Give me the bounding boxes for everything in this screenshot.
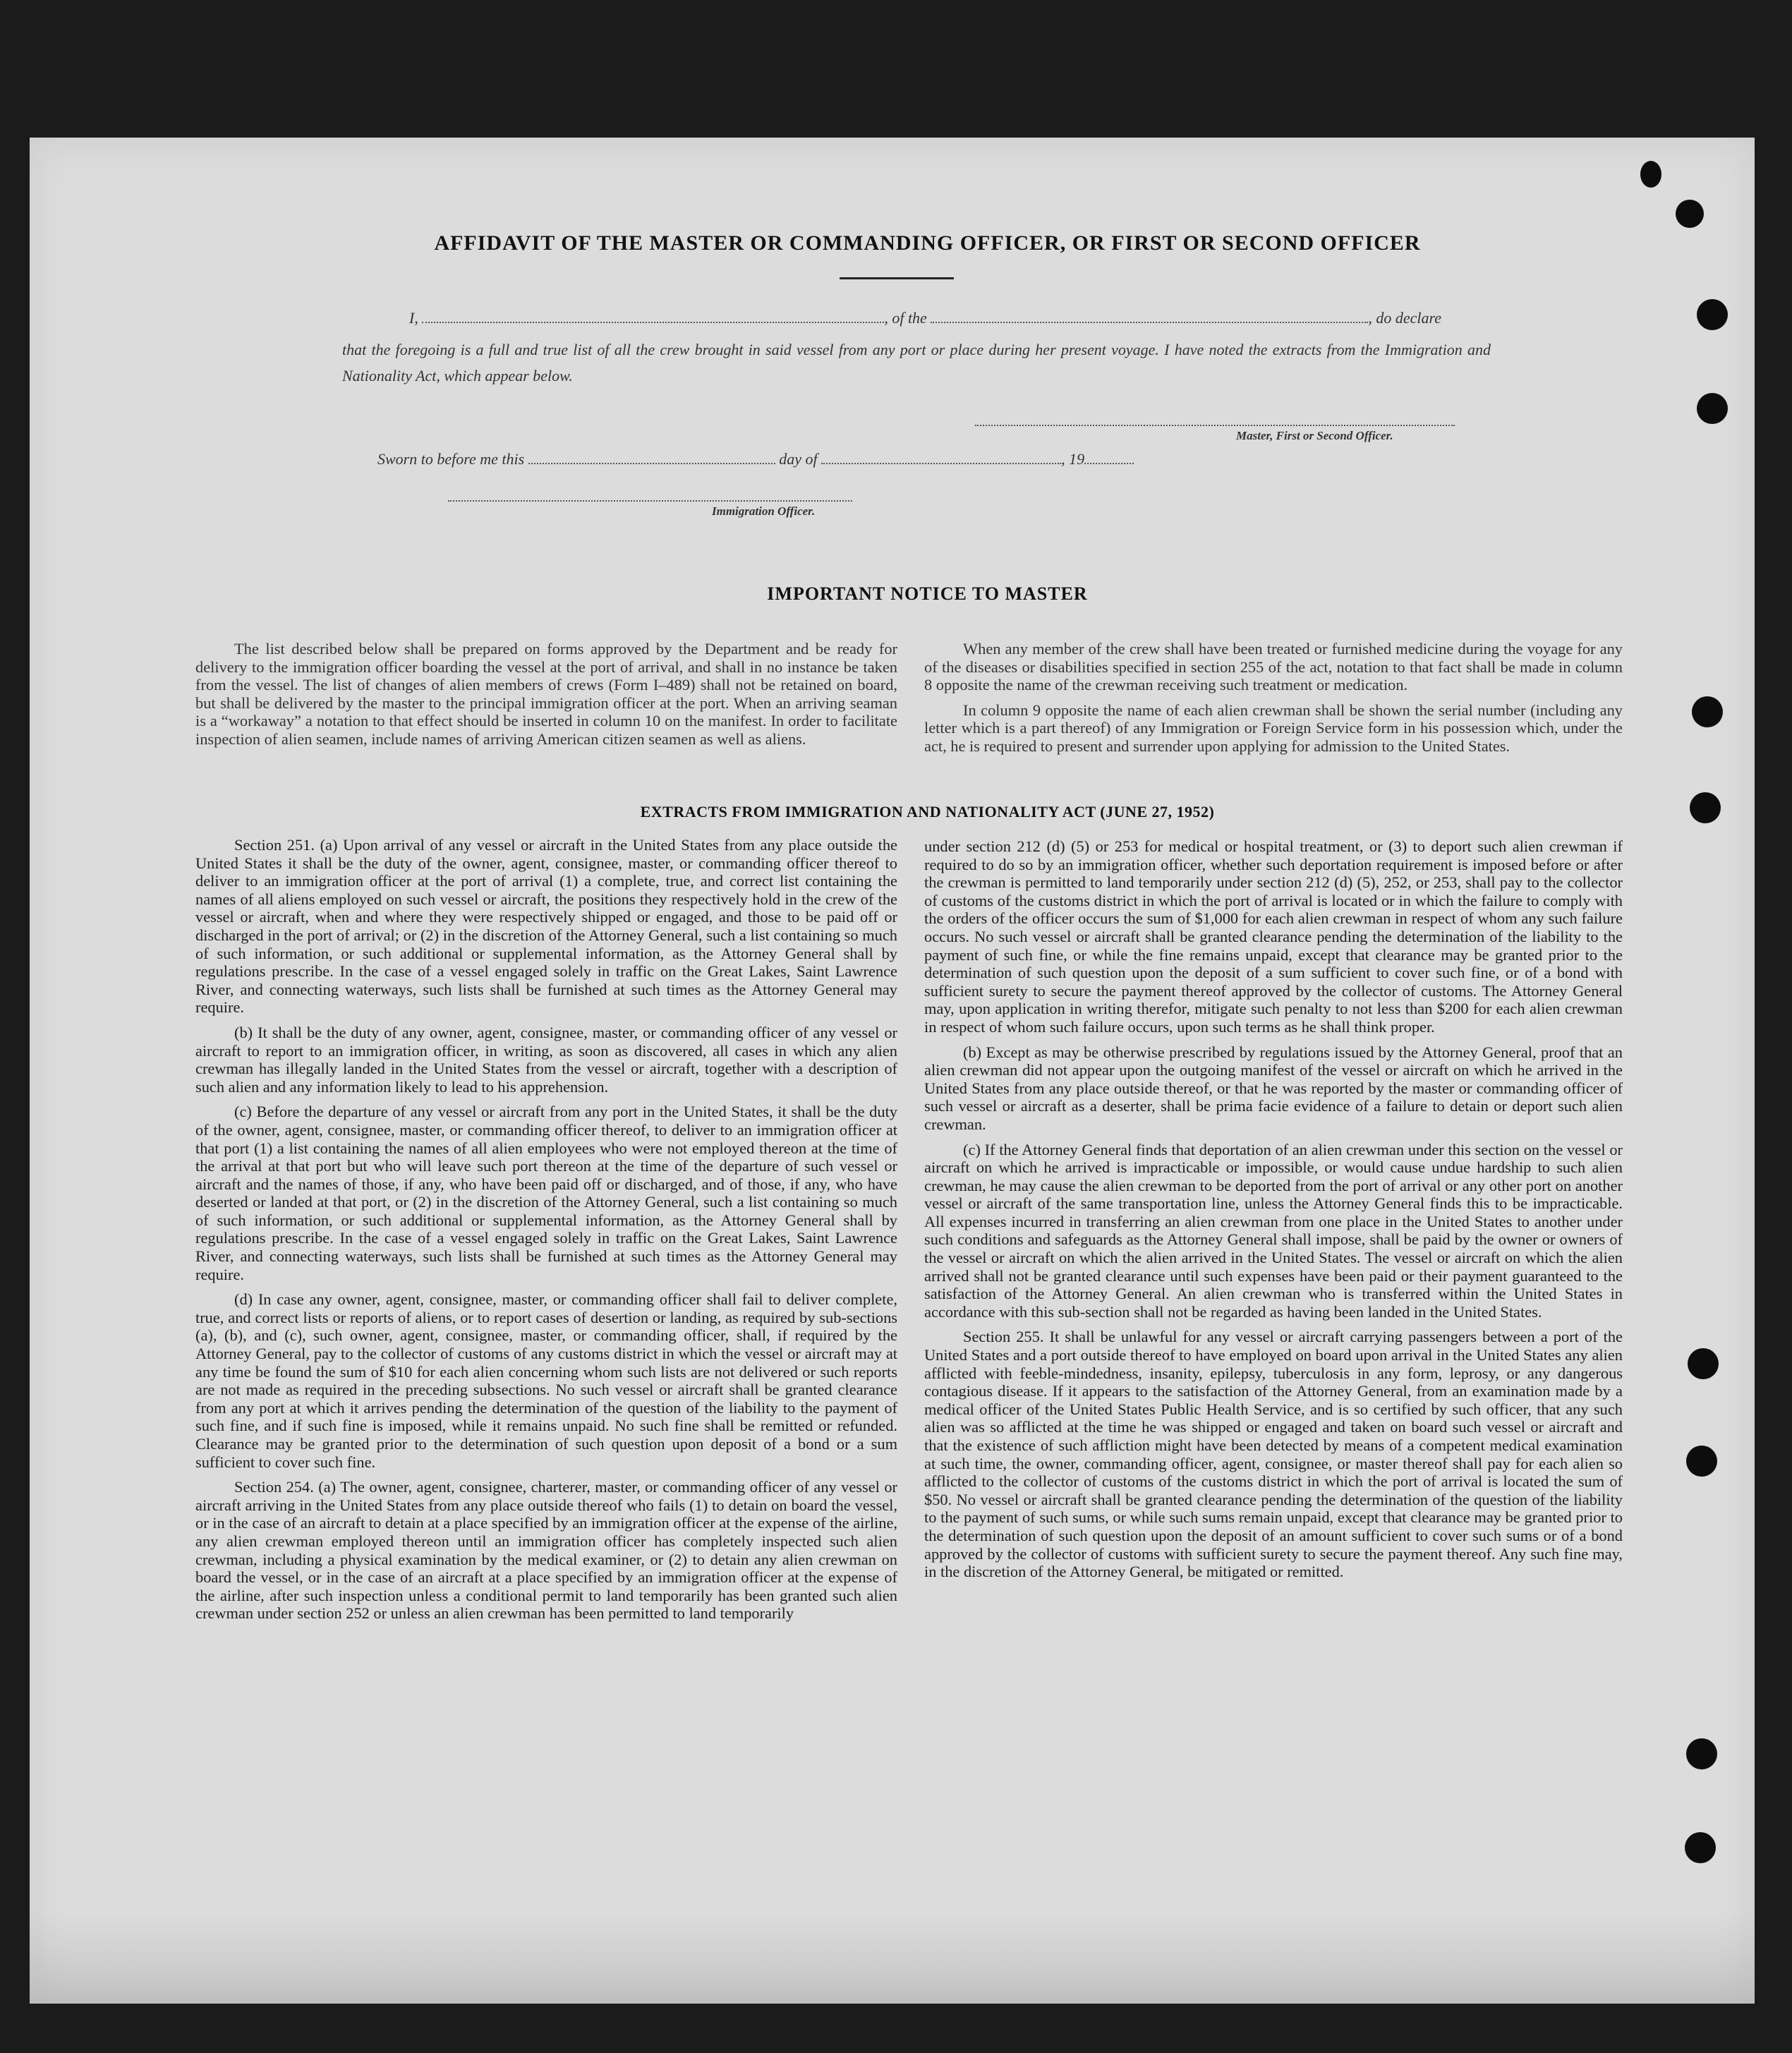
extracts-title: EXTRACTS FROM IMMIGRATION AND NATIONALITY ACT (JUNE 27, 1952): [640, 803, 1215, 820]
title-rule: [840, 277, 954, 279]
sworn-year-field[interactable]: [1084, 452, 1134, 464]
day-of-text: day of: [779, 450, 818, 468]
punch-hole: [1688, 1348, 1719, 1379]
notice-left-column: [195, 640, 897, 756]
name-field[interactable]: [422, 310, 884, 323]
punch-hole: [1690, 792, 1721, 823]
bottom-shadow: [30, 1912, 1755, 2004]
notice-right-paragraph-2: In column 9 opposite the name of each alien crewman shall be shown the serial number (including any letter which is a part thereof) of any Immigration or Foreign Service form in his possession which, under the act, he is required to present and surrender upon applying for admission to the United States.: [924, 701, 1623, 755]
master-signature-line[interactable]: [975, 425, 1455, 426]
declaration-line: [342, 309, 1491, 327]
sworn-month-field[interactable]: [821, 452, 1061, 464]
punch-hole: [1640, 161, 1661, 188]
sworn-day-field[interactable]: [528, 452, 775, 464]
punch-hole: [1685, 1832, 1716, 1863]
section-254-a-continued: under section 212 (d) (5) or 253 for medical or hospital treatment, or (3) to deport such alien crewman if required to do so by an immigration officer, whether such deportation requirement is imposed before or after the crewman is permitted to land temporarily under section 212 (d) (5), 252, or 253, shall pay to the collector of customs of the customs district in which the port of arrival is located or in which the failure to comply with the orders of the officer occurs the sum of $1,000 for each alien crewman in respect of whom any such failure occurs. No such vessel or aircraft shall be granted clearance pending the determination of the liability to the payment of such fine, or while the fine remains unpaid, except that clearance may be granted prior to the determination of such question upon the deposit of a sum sufficient to cover such fine, or of a bond with sufficient surety to secure the payment thereof approved by the collector of customs. The Attorney General may, upon application in writing therefor, mitigate such penalty to not less than $200 for each alien crewman in respect of whom such failure occurs, upon such terms as he shall think proper.: [924, 837, 1623, 1036]
section-254-b: (b) Except as may be otherwise prescribed by regulations issued by the Attorney General, proof that an alien crewman did not appear upon the outgoing manifest of the vessel or aircraft on which he arrived in the United States from any place outside thereof, or that he was reported by the master or commanding officer of such vessel or aircraft as a deserter, shall be prima facie evidence of a failure to detain or deport such alien crewman.: [924, 1043, 1623, 1133]
notice-right-column: [924, 640, 1623, 763]
decl-i: I,: [409, 309, 418, 327]
section-251-d: (d) In case any owner, agent, consignee, master, or commanding officer shall fail to deliver complete, true, and correct lists or reports of aliens, or to report cases of desertion or landing, as required by sub-sections (a), (b), and (c), such owner, agent, consignee, master, or commanding officer, shall, if required by the Attorney General, pay to the collector of customs of any customs district in which the vessel or aircraft may at any time be found the sum of $10 for each alien concerning whom such lists are not delivered or such reports are not made as required in the preceding subsections. No such vessel or aircraft shall be granted clearance from any port at which it arrives pending the determination of the question of the liability to the payment of such fine, and if such fine is imposed, while it remains unpaid. No such fine shall be remitted or refunded. Clearance may be granted prior to the determination of such question upon deposit of a bond or a sum sufficient to cover such fine.: [195, 1290, 897, 1471]
section-251-c: (c) Before the departure of any vessel or aircraft from any port in the United States, it shall be the duty of the owner, agent, consignee, master, or commanding officer thereof, to deliver to an immigration officer at that port (1) a list containing the names of all alien employees who were not employed thereon at the time of the arrival at that port but who will leave such port thereon at the time of the departure of such vessel or aircraft and the names of those, if any, who have been paid off or discharged, and of those, if any, who have deserted or landed at that port, or (2) in the discretion of the Attorney General, such a list containing so much of such information, or such additional or supplemental information, as the Attorney General shall by regulations prescribe. In the case of a vessel engaged solely in traffic on the Great Lakes, Saint Lawrence River, and connecting waterways, such lists shall be furnished at such times as the Attorney General may require.: [195, 1103, 897, 1283]
notice-title: IMPORTANT NOTICE TO MASTER: [767, 583, 1088, 604]
section-255: Section 255. It shall be unlawful for any vessel or aircraft carrying passengers between a port of the United States and a port outside thereof to have employed on board upon arrival in the United States any alien afflicted with feeble-mindedness, insanity, epilepsy, tuberculosis in any form, leprosy, or any dangerous contagious disease. If it appears to the satisfaction of the Attorney General, from an examination made by a medical officer of the United States Public Health Service, and is so certified by such officer, that any such alien was so afflicted at the time he was shipped or engaged and taken on board such vessel or aircraft and that the existence of such affliction might have been detected by means of a competent medical examination at such time, the owner, commanding officer, agent, consignee, or master thereof shall pay for each alien so afflicted to the collector of customs of the customs district in which the port of arrival is located the sum of $50. No vessel or aircraft shall be granted clearance pending the determination of the question of the liability to the payment of such sums, or while such sums remain unpaid, except that clearance may be granted prior to the determination of such question upon the deposit of an amount sufficient to cover such sums or of a bond approved by the collector of customs with sufficient surety to secure the payment thereof. Any such fine may, in the discretion of the Attorney General, be mitigated or remitted.: [924, 1328, 1623, 1581]
punch-hole: [1697, 393, 1728, 424]
punch-hole: [1686, 1446, 1717, 1477]
immigration-officer-signature-line[interactable]: [448, 500, 852, 502]
decl-do-declare: , do declare: [1368, 309, 1441, 327]
form-sheet: [30, 138, 1755, 2004]
extracts-left-column: [195, 836, 897, 1630]
punch-hole: [1676, 200, 1704, 228]
punch-hole: [1697, 299, 1728, 330]
section-254-c: (c) If the Attorney General finds that deportation of an alien crewman under this section on the vessel or aircraft on which he arrived is impracticable or impossible, or would cause undue hardship to such alien crewman, he may cause the alien crewman to be deported from the port of arrival or any other port on another vessel or aircraft of the same transportation line, unless the Attorney General finds this to be impracticable. All expenses incurred in transferring an alien crewman from one place in the United States to another under such conditions and safeguards as the Attorney General shall impose, shall be paid by the owner or owners of the vessel or aircraft on which the alien arrived in the United States. The vessel or aircraft on which the alien arrived shall not be granted clearance until such expenses have been paid or their payment guaranteed to the satisfaction of the Attorney General. An alien crewman who is transferred within the United States in accordance with this sub-section shall not be regarded as having been landed in the United States.: [924, 1140, 1623, 1321]
declaration-body: that the foregoing is a full and true list of all the crew brought in said vessel from any port or place during her present voyage. I have noted the extracts from the Immigration and Nationality Act, which appear below.: [342, 341, 1491, 384]
notice-left-paragraph: The list described below shall be prepared on forms approved by the Department and be ready for delivery to the immigration officer boarding the vessel at the port of arrival, and shall in no instance be taken from the vessel. The list of changes of alien members of crews (Form I–489) shall not be retained on board, but shall be delivered by the master to the principal immigration officer at the port. When an arriving seaman is a “workaway” a notation to that effect should be inserted in column 10 on the manifest. In order to facilitate inspection of alien seamen, include names of arriving American citizen seamen as well as aliens.: [195, 640, 897, 748]
vessel-field[interactable]: [931, 310, 1368, 323]
immigration-officer-caption: Immigration Officer.: [712, 504, 816, 518]
notice-right-paragraph-1: When any member of the crew shall have been treated or furnished medicine during the voyage for any of the diseases or disabilities specified in section 255 of the act, notation to that fact shall be made in column 8 opposite the name of the crewman receiving such treatment or medication.: [924, 640, 1623, 694]
master-caption: Master, First or Second Officer.: [1236, 429, 1393, 442]
section-251-a: Section 251. (a) Upon arrival of any vessel or aircraft in the United States from any place outside the United States it shall be the duty of the owner, agent, consignee, master, or commanding officer thereof to deliver to an immigration officer at the port of arrival (1) a complete, true, and correct list containing the names of all aliens employed on such vessel or aircraft, the positions they respectively hold in the crew of the vessel or aircraft, when and where they were respectively shipped or engaged, and those to be paid off or discharged in the port of arrival; or (2) in the discretion of the Attorney General, such a list containing so much of such information, or such additional or supplemental information, as the Attorney General shall by regulations prescribe. In the case of a vessel engaged solely in traffic on the Great Lakes, Saint Lawrence River, and connecting waterways, such lists shall be furnished at such times as the Attorney General may require.: [195, 836, 897, 1017]
sworn-line: [342, 450, 1491, 468]
section-254-a: Section 254. (a) The owner, agent, consignee, charterer, master, or commanding officer of any vessel or aircraft arriving in the United States from any place outside thereof who fails (1) to detain on board the vessel, or in the case of an aircraft to detain at a place specified by an immigration officer at the expense of the airline, any alien crewman employed thereon until an immigration officer has completely inspected such alien crewman, including a physical examination by the medical examiner, or (2) to detain any alien crewman on board the vessel, or in the case of an aircraft at a place specified by an immigration officer at the expense of the airline, after such inspection unless a conditional permit to land temporarily has been granted such alien crewman under section 252 or unless an alien crewman has been permitted to land temporarily: [195, 1478, 897, 1623]
year-prefix: , 19: [1061, 450, 1085, 468]
section-251-b: (b) It shall be the duty of any owner, agent, consignee, master, or commanding officer of any vessel or aircraft to report to an immigration officer, in writing, as soon as discovered, all cases in which any alien crewman has illegally landed in the United States from the vessel or aircraft, together with a description of such alien and any information likely to lead to his apprehension.: [195, 1023, 897, 1096]
decl-of-the: , of the: [884, 309, 927, 327]
sworn-text: Sworn to before me this: [377, 450, 525, 468]
punch-hole: [1692, 696, 1723, 727]
affidavit-title: AFFIDAVIT OF THE MASTER OR COMMANDING OFFICER, OR FIRST OR SECOND OFFICER: [434, 231, 1421, 255]
extracts-right-column: [924, 837, 1623, 1588]
punch-hole: [1686, 1738, 1717, 1769]
